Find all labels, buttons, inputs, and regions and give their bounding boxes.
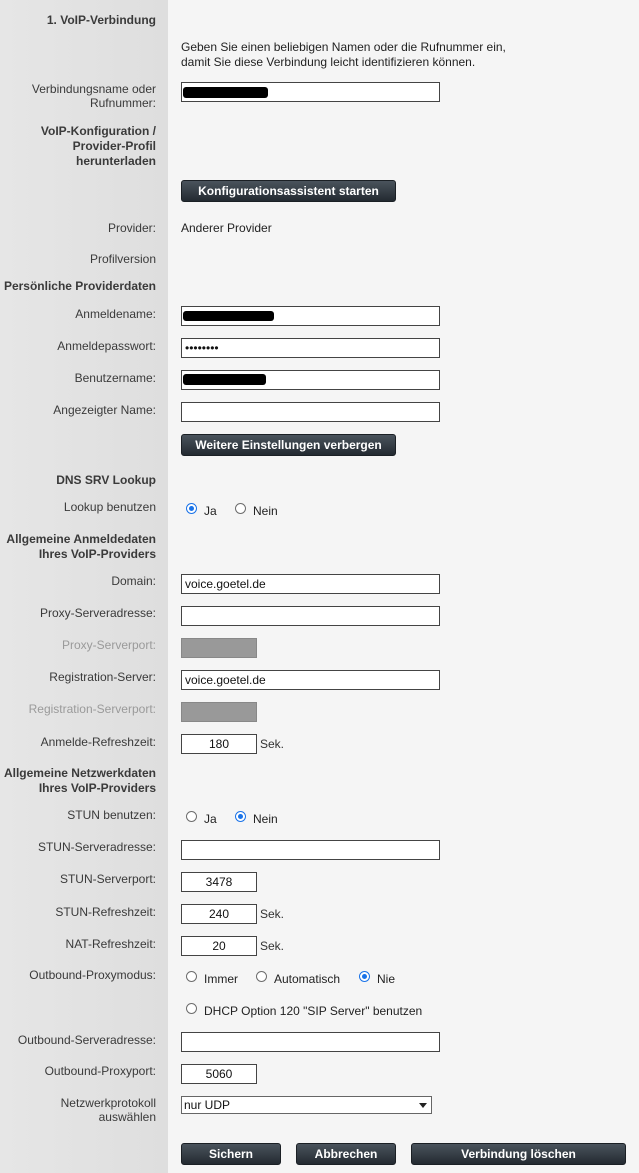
user-name-label: Benutzername: bbox=[74, 371, 156, 385]
stun-no-radio[interactable] bbox=[235, 811, 246, 822]
proxy-address-label: Proxy-Serveradresse: bbox=[39, 606, 156, 620]
stun-refresh-unit: Sek. bbox=[260, 907, 285, 921]
refresh-time-unit: Sek. bbox=[260, 737, 285, 751]
domain-input[interactable] bbox=[181, 574, 440, 594]
stun-address-label: STUN-Serveradresse: bbox=[37, 840, 156, 854]
save-button[interactable]: Sichern bbox=[181, 1143, 281, 1165]
refresh-time-input[interactable] bbox=[181, 734, 257, 754]
intro-text-line-1: Geben Sie einen beliebigen Namen oder die Rufnummer ein, bbox=[181, 40, 506, 54]
stun-port-label: STUN-Serverport: bbox=[59, 872, 156, 886]
outbound-auto-label: Automatisch bbox=[274, 972, 341, 986]
chevron-down-icon bbox=[419, 1103, 427, 1108]
stun-no-label: Nein bbox=[253, 812, 278, 826]
redacted-user-name bbox=[183, 374, 266, 385]
protocol-select[interactable] bbox=[181, 1096, 432, 1114]
domain-label: Domain: bbox=[111, 574, 156, 588]
display-name-input[interactable] bbox=[181, 402, 440, 422]
registration-port-label: Registration-Serverport: bbox=[28, 702, 156, 716]
stun-address-input[interactable] bbox=[181, 840, 440, 860]
stun-yes-radio[interactable] bbox=[186, 811, 197, 822]
general-login-title-1: Allgemeine Anmeldedaten bbox=[6, 532, 156, 546]
general-login-title-2: Ihres VoIP-Providers bbox=[38, 547, 156, 561]
hide-settings-button[interactable]: Weitere Einstellungen verbergen bbox=[181, 434, 396, 456]
section-voip-title: 1. VoIP-Verbindung bbox=[46, 13, 156, 27]
login-name-label: Anmeldename: bbox=[75, 307, 156, 321]
stun-refresh-input[interactable] bbox=[181, 904, 257, 924]
outbound-dhcp-label: DHCP Option 120 "SIP Server" benutzen bbox=[204, 1004, 423, 1018]
provider-value: Anderer Provider bbox=[181, 221, 272, 235]
connection-name-label-2: Rufnummer: bbox=[89, 96, 156, 110]
nat-refresh-unit: Sek. bbox=[260, 939, 285, 953]
redacted-connection-name bbox=[183, 87, 268, 98]
profile-version-label: Profilversion bbox=[89, 252, 156, 266]
provider-label: Provider: bbox=[107, 221, 156, 235]
outbound-mode-label: Outbound-Proxymodus: bbox=[29, 968, 156, 982]
outbound-port-label: Outbound-Proxyport: bbox=[44, 1064, 156, 1078]
protocol-select-value: nur UDP bbox=[184, 1098, 231, 1112]
refresh-time-label: Anmelde-Refreshzeit: bbox=[40, 735, 156, 749]
provider-profile-title-3: herunterladen bbox=[75, 154, 156, 168]
config-assistant-button[interactable]: Konfigurationsassistent starten bbox=[181, 180, 396, 202]
lookup-no-radio[interactable] bbox=[235, 503, 246, 514]
section-dns-title: DNS SRV Lookup bbox=[56, 473, 156, 487]
connection-name-label-1: Verbindungsname oder bbox=[31, 82, 156, 96]
section-personal-title: Persönliche Providerdaten bbox=[3, 279, 156, 293]
outbound-always-label: Immer bbox=[204, 972, 238, 986]
proxy-address-input[interactable] bbox=[181, 606, 440, 626]
outbound-port-input[interactable] bbox=[181, 1064, 257, 1084]
display-name-label: Angezeigter Name: bbox=[53, 403, 156, 417]
registration-port-input bbox=[181, 702, 257, 722]
provider-profile-title-2: Provider-Profil bbox=[72, 139, 156, 153]
lookup-yes-radio[interactable] bbox=[186, 503, 197, 514]
registration-server-label: Registration-Server: bbox=[49, 670, 156, 684]
delete-connection-button[interactable]: Verbindung löschen bbox=[411, 1143, 626, 1165]
outbound-always-radio[interactable] bbox=[186, 971, 197, 982]
redacted-login-name bbox=[183, 311, 274, 321]
outbound-dhcp-radio[interactable] bbox=[186, 1003, 197, 1014]
outbound-address-label: Outbound-Serveradresse: bbox=[17, 1033, 156, 1047]
stun-use-label: STUN benutzen: bbox=[67, 808, 156, 822]
lookup-label: Lookup benutzen bbox=[63, 500, 156, 514]
proxy-port-input bbox=[181, 638, 257, 658]
proxy-port-label: Proxy-Serverport: bbox=[61, 638, 156, 652]
protocol-label-2: auswählen bbox=[98, 1110, 156, 1124]
provider-profile-title-1: VoIP-Konfiguration / bbox=[40, 124, 156, 138]
stun-port-input[interactable] bbox=[181, 872, 257, 892]
outbound-never-label: Nie bbox=[377, 972, 396, 986]
outbound-address-input[interactable] bbox=[181, 1032, 440, 1052]
outbound-auto-radio[interactable] bbox=[256, 971, 267, 982]
lookup-no-label: Nein bbox=[253, 504, 278, 518]
general-net-title-2: Ihres VoIP-Providers bbox=[38, 781, 156, 795]
protocol-label-1: Netzwerkprotokoll bbox=[60, 1096, 156, 1110]
intro-text-line-2: damit Sie diese Verbindung leicht identifizieren können. bbox=[181, 55, 476, 69]
nat-refresh-label: NAT-Refreshzeit: bbox=[65, 937, 156, 951]
stun-yes-label: Ja bbox=[204, 812, 217, 826]
nat-refresh-input[interactable] bbox=[181, 936, 257, 956]
cancel-button[interactable]: Abbrechen bbox=[296, 1143, 396, 1165]
general-net-title-1: Allgemeine Netzwerkdaten bbox=[3, 766, 156, 780]
login-password-label: Anmeldepasswort: bbox=[57, 339, 156, 353]
registration-server-input[interactable] bbox=[181, 670, 440, 690]
lookup-yes-label: Ja bbox=[204, 504, 217, 518]
login-password-input[interactable] bbox=[181, 338, 440, 358]
outbound-never-radio[interactable] bbox=[359, 971, 370, 982]
stun-refresh-label: STUN-Refreshzeit: bbox=[55, 905, 156, 919]
